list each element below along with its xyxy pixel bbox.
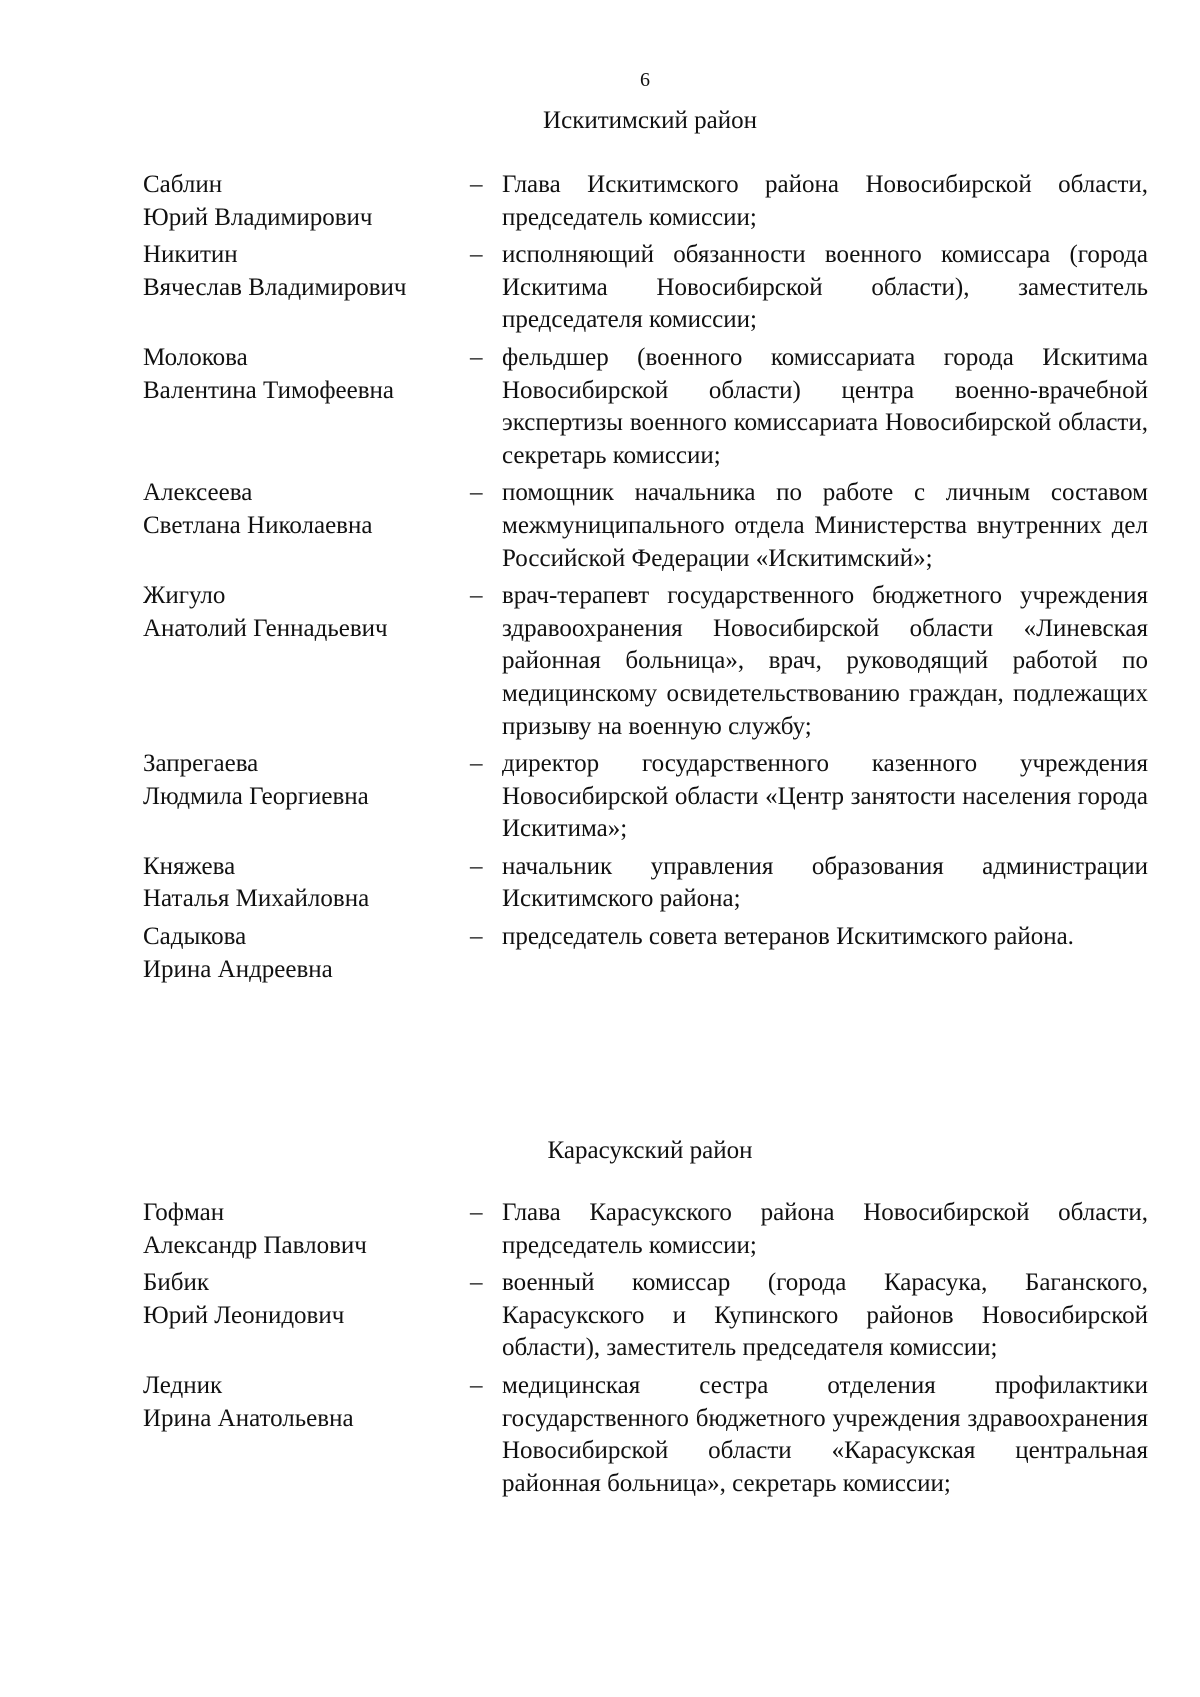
member-entry <box>143 477 1148 575</box>
members-list-karasuk <box>143 1197 1148 1505</box>
member-role: помощник начальника по работе с личным составом межмуниципального отдела Министерства внутренних дел Российской Федерации «Искитимский»; <box>502 479 1148 572</box>
member-surname: Молокова <box>143 343 248 371</box>
member-entry <box>143 169 1148 234</box>
member-given-name: Наталья Михайловна <box>143 885 370 913</box>
member-surname: Княжева <box>143 852 236 880</box>
member-surname: Саблин <box>143 171 223 198</box>
member-given-name: Людмила Георгиевна <box>143 782 369 810</box>
member-name <box>143 1267 470 1365</box>
member-name <box>143 1370 470 1500</box>
member-given-name: Ирина Андреевна <box>143 955 333 983</box>
member-name <box>143 921 470 986</box>
member-surname: Садыкова <box>143 923 247 951</box>
member-surname: Жигуло <box>143 582 226 610</box>
member-entry <box>143 342 1148 472</box>
member-surname: Бибик <box>143 1269 209 1297</box>
page-number: 6 <box>640 69 650 91</box>
member-name <box>143 851 470 916</box>
member-role: председатель совета ветеранов Искитимского района. <box>502 923 1074 951</box>
dash-separator: – <box>470 1269 483 1297</box>
member-entry <box>143 239 1148 337</box>
member-surname: Гофман <box>143 1199 225 1226</box>
member-entry <box>143 580 1148 743</box>
dash-separator: – <box>470 1371 483 1399</box>
dash-separator: – <box>470 582 483 610</box>
section-title-iskitim: Искитимский район <box>543 107 757 134</box>
member-given-name: Анатолий Геннадьевич <box>143 614 388 642</box>
member-given-name: Юрий Леонидович <box>143 1301 345 1329</box>
member-role: медицинская сестра отделения профилактики государственного бюджетного учреждения здравоохранения Новосибирской области «Карасукская центральная районная больница», секретарь комиссии; <box>502 1371 1148 1497</box>
member-role: фельдшер (военного комиссариата города Искитима Новосибирской области) центра военно-врачебной экспертизы военного комиссариата Новосибирской области, секретарь комиссии; <box>502 343 1148 469</box>
member-role: Глава Искитимского района Новосибирской области, председатель комиссии; <box>502 171 1148 231</box>
member-name <box>143 342 470 472</box>
member-role: директор государственного казенного учреждения Новосибирской области «Центр занятости населения города Искитима»; <box>502 750 1148 843</box>
member-given-name: Ирина Анатольевна <box>143 1404 354 1432</box>
member-given-name: Вячеслав Владимирович <box>143 273 407 301</box>
dash-separator: – <box>470 241 483 269</box>
member-name <box>143 580 470 743</box>
member-role: Глава Карасукского района Новосибирской области, председатель комиссии; <box>502 1199 1148 1259</box>
member-entry <box>143 1197 1148 1262</box>
member-name <box>143 1197 470 1262</box>
member-entry <box>143 1267 1148 1365</box>
member-surname: Никитин <box>143 241 238 269</box>
members-list-iskitim <box>143 169 1148 991</box>
member-given-name: Валентина Тимофеевна <box>143 376 394 404</box>
member-surname: Ледник <box>143 1371 223 1399</box>
member-name <box>143 169 470 234</box>
section-title-karasuk: Карасукский район <box>547 1137 753 1164</box>
member-surname: Запрегаева <box>143 750 259 778</box>
member-surname: Алексеева <box>143 479 253 507</box>
member-given-name: Александр Павлович <box>143 1231 367 1259</box>
member-role: врач-терапевт государственного бюджетного учреждения здравоохранения Новосибирской области «Линевская районная больница», врач, руководящий работой по медицинскому освидетельствованию граждан, подлежащих призыву на военную службу; <box>502 582 1148 740</box>
member-entry <box>143 748 1148 846</box>
dash-separator: – <box>470 750 483 778</box>
member-given-name: Юрий Владимирович <box>143 203 373 231</box>
member-name <box>143 239 470 337</box>
dash-separator: – <box>470 852 483 880</box>
member-entry <box>143 921 1148 986</box>
member-role: начальник управления образования администрации Искитимского района; <box>502 852 1148 913</box>
dash-separator: – <box>470 1199 483 1226</box>
member-entry <box>143 851 1148 916</box>
member-name <box>143 748 470 846</box>
member-given-name: Светлана Николаевна <box>143 511 373 539</box>
dash-separator: – <box>470 923 483 951</box>
dash-separator: – <box>470 479 483 507</box>
dash-separator: – <box>470 171 483 198</box>
member-role: исполняющий обязанности военного комиссара (города Искитима Новосибирской области), заместитель председателя комиссии; <box>502 241 1148 334</box>
member-name <box>143 477 470 575</box>
dash-separator: – <box>470 343 483 371</box>
member-entry <box>143 1370 1148 1500</box>
member-role: военный комиссар (города Карасука, Баганского, Карасукского и Купинского районов Новосибирской области), заместитель председателя комиссии; <box>502 1269 1148 1362</box>
